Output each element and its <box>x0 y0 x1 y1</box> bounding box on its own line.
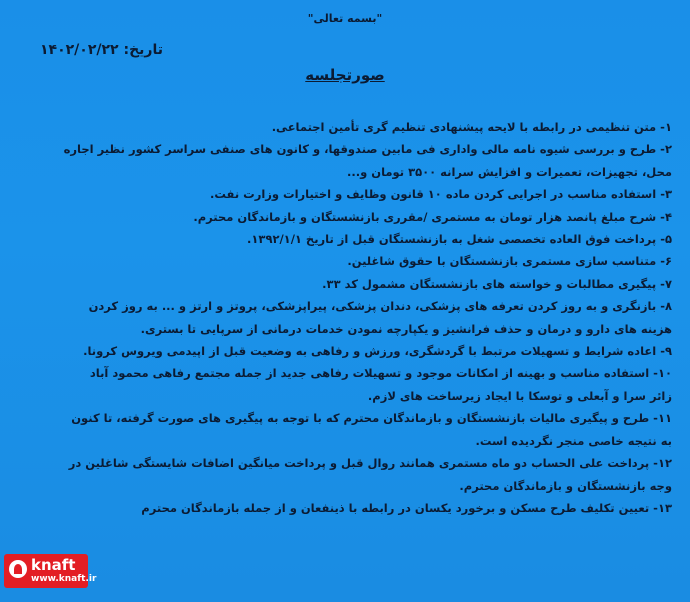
logo-url: www.knaft.ir <box>31 574 97 584</box>
minutes-line: زائر سرا و آبعلی و توسکا با ایجاد زیرساخت های لازم. <box>367 388 672 403</box>
minutes-line: وجه بازنشستگان و بازماندگان محترم. <box>459 478 672 493</box>
minutes-line: ۷- پیگیری مطالبات و خواسته های بازنشستگان مشمول کد ۳۳. <box>322 276 672 291</box>
knaft-logo[interactable] <box>4 554 97 588</box>
minutes-line: ۶- متناسب سازی مستمری بازنشستگان با حقوق شاغلین. <box>347 254 672 269</box>
minutes-line: ۲- طرح و بررسی شیوه نامه مالی واداری فی مابین صندوقها، و کانون های صنفی سراسر کشور نظیر اجاره <box>63 142 672 157</box>
minutes-line: ۱۰- استفاده مناسب و بهینه از امکانات موجود و تسهیلات رفاهی جدید از جمله مجتمع رفاهی محمود آباد <box>89 366 672 381</box>
minutes-line: به نتیجه خاصی منجر نگردیده است. <box>475 433 672 448</box>
minutes-list <box>12 116 672 519</box>
minutes-line: ۹- اعاده شرایط و تسهیلات مرتبط با گردشگری، ورزش و رفاهی به وضعیت قبل از اپیدمی ویروس کرونا. <box>83 344 672 359</box>
document-title: صورتجلسه <box>305 66 385 84</box>
logo-name: knaft <box>31 556 76 574</box>
minutes-line: محل، تجهیزات، تعمیرات و افزایش سرانه ۳۵۰۰ تومان و... <box>347 164 672 179</box>
header-note: "بسمه تعالی" <box>307 12 383 25</box>
minutes-line: ۳- استفاده مناسب در اجرایی کردن ماده ۱۰ قانون وظایف و اختیارات وزارت نفت. <box>210 187 672 202</box>
minutes-line: ۱۱- طرح و پیگیری مالیات بازنشستگان و بازماندگان محترم که با توجه به پیگیری های صورت گرفته، تا کنون <box>71 411 672 426</box>
minutes-line: ۱۳- تعیین تکلیف طرح مسکن و برخورد یکسان در رابطه با ذینفعان و از جمله بازماندگان محترم <box>141 500 672 515</box>
minutes-line: ۵- پرداخت فوق العاده تخصصی شغل به بازنشستگان قبل از تاریخ ۱۳۹۲/۱/۱. <box>247 232 672 247</box>
minutes-line: هزینه های دارو و درمان و حذف فرانشیز و یکپارچه نمودن خدمات درمانی از سرپایی تا بستری. <box>140 321 672 336</box>
minutes-line: ۸- بازنگری و به روز کردن تعرفه های پزشکی، دندان پزشکی، پیراپزشکی، پروتز و ارتز و ... به روز کردن <box>88 299 672 314</box>
minutes-line: ۱- متن تنظیمی در رابطه با لایحه پیشنهادی تنظیم گری تأمین اجتماعی. <box>271 120 672 134</box>
minutes-line: ۱۲- پرداخت علی الحساب دو ماه مستمری همانند روال قبل و پرداخت میانگین اضافات شایستگی شاغلین در <box>68 456 672 471</box>
oil-drop-icon <box>9 560 27 578</box>
minutes-line: ۴- شرح مبلغ پانصد هزار تومان به مستمری /مقرری بازنشستگان و بازماندگان محترم. <box>193 209 672 224</box>
document-date: تاریخ: ۱۴۰۲/۰۲/۲۲ <box>40 42 163 58</box>
